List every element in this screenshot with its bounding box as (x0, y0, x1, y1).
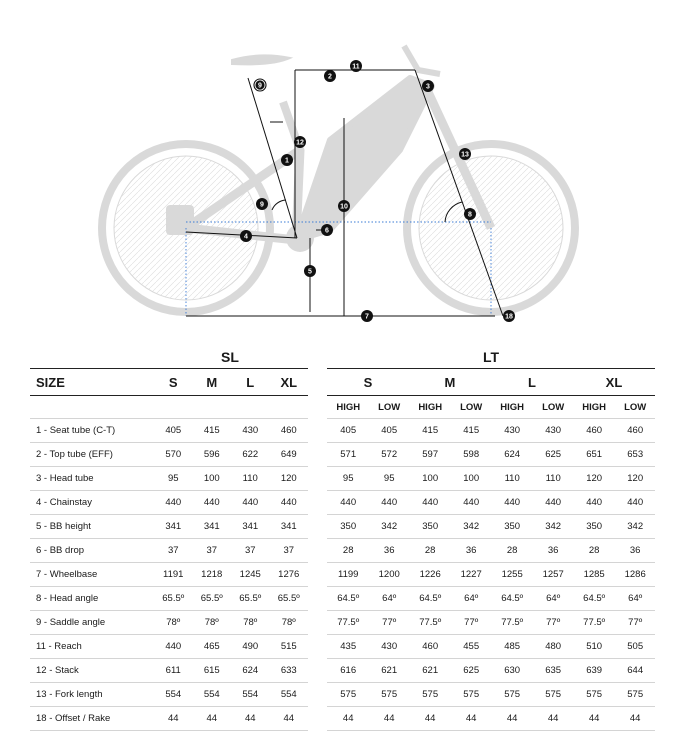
lt-value-cell: 44 (369, 707, 409, 731)
lt-table-row (327, 443, 655, 467)
sl-value-cell: 65.5º (231, 587, 270, 611)
sl-value-cell: 554 (154, 683, 193, 707)
lt-value-cell: 485 (491, 635, 533, 659)
marker-3 (422, 80, 434, 92)
marker-4 (240, 230, 252, 242)
sl-title: SL (221, 349, 239, 365)
sl-value-cell: 65.5º (270, 587, 309, 611)
lt-value-cell: 575 (451, 683, 491, 707)
lt-value-cell: 624 (491, 443, 533, 467)
sl-table-row (30, 683, 308, 707)
lt-value-cell: 440 (369, 491, 409, 515)
sl-value-cell: 1218 (193, 563, 232, 587)
lt-value-cell: 342 (615, 515, 655, 539)
sl-value-cell: 440 (193, 491, 232, 515)
lt-value-cell: 621 (369, 659, 409, 683)
svg-text:5: 5 (308, 268, 312, 276)
marker-12 (294, 136, 306, 148)
sl-value-cell: 44 (270, 707, 309, 731)
lt-geometry-table (327, 368, 655, 731)
lt-value-cell: 77º (451, 611, 491, 635)
lt-value-cell: 440 (573, 491, 615, 515)
lt-value-cell: 575 (327, 683, 369, 707)
svg-text:8: 8 (468, 211, 472, 219)
sl-value-cell: 622 (231, 443, 270, 467)
row-label: 7 - Wheelbase (30, 563, 154, 587)
lt-value-cell: 77.5º (573, 611, 615, 635)
sl-value-cell: 624 (231, 659, 270, 683)
sl-value-cell: 95 (154, 467, 193, 491)
sl-value-cell: 440 (231, 491, 270, 515)
lt-value-cell: 36 (615, 539, 655, 563)
svg-text:9: 9 (258, 82, 262, 90)
lt-value-cell: 64.5º (409, 587, 451, 611)
bike-silhouette (102, 46, 575, 312)
sl-value-cell: 37 (154, 539, 193, 563)
lt-size-m: M (409, 369, 491, 396)
sl-value-cell: 1276 (270, 563, 309, 587)
sl-table-row (30, 467, 308, 491)
lt-value-cell: 342 (369, 515, 409, 539)
svg-text:13: 13 (461, 151, 469, 159)
sl-table-row (30, 659, 308, 683)
lt-value-cell: 100 (409, 467, 451, 491)
sl-value-cell: 78º (193, 611, 232, 635)
lt-value-cell: 44 (491, 707, 533, 731)
sl-size-l: L (231, 369, 270, 396)
lt-table-row (327, 515, 655, 539)
lt-value-cell: 575 (615, 683, 655, 707)
lt-value-cell: 460 (409, 635, 451, 659)
lt-value-cell: 28 (491, 539, 533, 563)
lt-table-row (327, 419, 655, 443)
lt-value-cell: 455 (451, 635, 491, 659)
lt-value-cell: 651 (573, 443, 615, 467)
row-label: 13 - Fork length (30, 683, 154, 707)
lt-value-cell: 64º (451, 587, 491, 611)
lt-value-cell: 440 (451, 491, 491, 515)
lt-table-row (327, 635, 655, 659)
lt-value-cell: 460 (615, 419, 655, 443)
lt-value-cell: 77.5º (491, 611, 533, 635)
lt-value-cell: 1199 (327, 563, 369, 587)
row-label: 18 - Offset / Rake (30, 707, 154, 731)
lt-value-cell: 505 (615, 635, 655, 659)
lt-position-header: HIGH (418, 401, 443, 413)
lt-value-cell: 120 (615, 467, 655, 491)
lt-table-row (327, 659, 655, 683)
lt-table-row (327, 707, 655, 731)
sl-size-m: M (193, 369, 232, 396)
sl-size-s: S (154, 369, 193, 396)
lt-position-header: LOW (624, 401, 647, 413)
sl-value-cell: 515 (270, 635, 309, 659)
sl-value-cell: 1191 (154, 563, 193, 587)
sl-value-cell: 341 (193, 515, 232, 539)
sl-table-row (30, 587, 308, 611)
svg-text:4: 4 (244, 233, 248, 241)
sl-value-cell: 596 (193, 443, 232, 467)
marker-9-bottom (256, 198, 268, 210)
lt-value-cell: 1226 (409, 563, 451, 587)
lt-value-cell: 405 (327, 419, 369, 443)
lt-position-header: HIGH (336, 401, 361, 413)
sl-value-cell: 37 (193, 539, 232, 563)
svg-text:18: 18 (505, 313, 513, 321)
lt-value-cell: 575 (573, 683, 615, 707)
sl-value-cell: 65.5º (154, 587, 193, 611)
marker-5 (304, 265, 316, 277)
lt-value-cell: 1255 (491, 563, 533, 587)
lt-value-cell: 653 (615, 443, 655, 467)
lt-table-row (327, 467, 655, 491)
sl-value-cell: 615 (193, 659, 232, 683)
sl-value-cell: 78º (270, 611, 309, 635)
sl-table-row (30, 539, 308, 563)
lt-value-cell: 36 (533, 539, 573, 563)
sl-value-cell: 440 (154, 635, 193, 659)
marker-7 (361, 310, 373, 322)
marker-6 (321, 224, 333, 236)
lt-value-cell: 36 (451, 539, 491, 563)
sl-value-cell: 554 (270, 683, 309, 707)
sl-value-cell: 554 (231, 683, 270, 707)
sl-value-cell: 430 (231, 419, 270, 443)
lt-value-cell: 64º (369, 587, 409, 611)
sl-table-row (30, 563, 308, 587)
lt-value-cell: 480 (533, 635, 573, 659)
lt-value-cell: 77º (369, 611, 409, 635)
lt-value-cell: 575 (369, 683, 409, 707)
sl-value-cell: 110 (231, 467, 270, 491)
sl-value-cell: 611 (154, 659, 193, 683)
sl-table-row (30, 707, 308, 731)
sl-value-cell: 100 (193, 467, 232, 491)
lt-value-cell: 1286 (615, 563, 655, 587)
lt-table-row (327, 587, 655, 611)
lt-value-cell: 64.5º (327, 587, 369, 611)
sl-value-cell: 1245 (231, 563, 270, 587)
lt-position-header: LOW (378, 401, 401, 413)
lt-value-cell: 44 (573, 707, 615, 731)
lt-value-cell: 342 (451, 515, 491, 539)
lt-value-cell: 625 (533, 443, 573, 467)
lt-value-cell: 621 (409, 659, 451, 683)
lt-value-cell: 110 (491, 467, 533, 491)
sl-value-cell: 633 (270, 659, 309, 683)
lt-table-row (327, 491, 655, 515)
svg-text:2: 2 (328, 73, 332, 81)
lt-value-cell: 350 (491, 515, 533, 539)
lt-value-cell: 571 (327, 443, 369, 467)
row-label: 9 - Saddle angle (30, 611, 154, 635)
row-label: 8 - Head angle (30, 587, 154, 611)
sl-value-cell: 37 (231, 539, 270, 563)
row-label: 11 - Reach (30, 635, 154, 659)
lt-value-cell: 64.5º (491, 587, 533, 611)
sl-value-cell: 37 (270, 539, 309, 563)
lt-value-cell: 616 (327, 659, 369, 683)
lt-value-cell: 120 (573, 467, 615, 491)
lt-value-cell: 64.5º (573, 587, 615, 611)
lt-value-cell: 1200 (369, 563, 409, 587)
lt-value-cell: 430 (369, 635, 409, 659)
marker-10 (338, 200, 350, 212)
lt-value-cell: 44 (533, 707, 573, 731)
lt-value-cell: 597 (409, 443, 451, 467)
lt-value-cell: 77º (533, 611, 573, 635)
sl-value-cell: 65.5º (193, 587, 232, 611)
svg-text:9: 9 (260, 201, 264, 209)
row-label: 5 - BB height (30, 515, 154, 539)
lt-position-header: LOW (460, 401, 483, 413)
lt-value-cell: 460 (573, 419, 615, 443)
svg-text:3: 3 (426, 83, 430, 91)
lt-value-cell: 28 (573, 539, 615, 563)
lt-value-cell: 598 (451, 443, 491, 467)
lt-title: LT (482, 349, 500, 365)
lt-value-cell: 405 (369, 419, 409, 443)
sl-table-row (30, 491, 308, 515)
lt-value-cell: 415 (409, 419, 451, 443)
lt-table-row (327, 683, 655, 707)
lt-value-cell: 28 (327, 539, 369, 563)
saddle (232, 55, 290, 64)
geometry-diagram (0, 0, 679, 335)
lt-value-cell: 110 (533, 467, 573, 491)
marker-11 (350, 60, 362, 72)
sl-geometry-table (30, 368, 308, 731)
svg-text:11: 11 (352, 63, 360, 71)
lt-value-cell: 64º (615, 587, 655, 611)
lt-table-row (327, 611, 655, 635)
row-label: 4 - Chainstay (30, 491, 154, 515)
lt-value-cell: 77º (615, 611, 655, 635)
row-label: 3 - Head tube (30, 467, 154, 491)
lt-value-cell: 430 (533, 419, 573, 443)
sl-value-cell: 465 (193, 635, 232, 659)
lt-value-cell: 64º (533, 587, 573, 611)
lt-position-header: LOW (542, 401, 565, 413)
lt-value-cell: 77.5º (327, 611, 369, 635)
lt-value-cell: 95 (369, 467, 409, 491)
lt-value-cell: 575 (491, 683, 533, 707)
sl-table-row (30, 611, 308, 635)
sl-value-cell: 415 (193, 419, 232, 443)
lt-table-row (327, 563, 655, 587)
lt-value-cell: 95 (327, 467, 369, 491)
lt-value-cell: 100 (451, 467, 491, 491)
lt-value-cell: 440 (491, 491, 533, 515)
lt-value-cell: 1257 (533, 563, 573, 587)
lt-value-cell: 630 (491, 659, 533, 683)
lt-value-cell: 28 (409, 539, 451, 563)
lt-position-header: HIGH (500, 401, 525, 413)
sl-value-cell: 341 (154, 515, 193, 539)
lt-value-cell: 350 (327, 515, 369, 539)
marker-1 (281, 154, 293, 166)
marker-8 (464, 208, 476, 220)
lt-value-cell: 1227 (451, 563, 491, 587)
lt-value-cell: 440 (409, 491, 451, 515)
marker-13 (459, 148, 471, 160)
lt-value-cell: 440 (533, 491, 573, 515)
sl-value-cell: 440 (154, 491, 193, 515)
sl-value-cell: 341 (270, 515, 309, 539)
svg-text:12: 12 (296, 139, 304, 147)
sl-size-xl: XL (270, 369, 309, 396)
marker-2 (324, 70, 336, 82)
marker-9-top (254, 79, 266, 91)
lt-value-cell: 572 (369, 443, 409, 467)
sl-value-cell: 490 (231, 635, 270, 659)
lt-size-xl: XL (573, 369, 655, 396)
size-header: SIZE (30, 369, 154, 396)
sl-value-cell: 440 (270, 491, 309, 515)
lt-value-cell: 625 (451, 659, 491, 683)
svg-text:10: 10 (340, 203, 348, 211)
marker-18 (503, 310, 515, 322)
sl-value-cell: 44 (193, 707, 232, 731)
sl-value-cell: 44 (154, 707, 193, 731)
lt-value-cell: 510 (573, 635, 615, 659)
lt-value-cell: 77.5º (409, 611, 451, 635)
svg-text:7: 7 (365, 313, 369, 321)
lt-value-cell: 415 (451, 419, 491, 443)
sl-value-cell: 78º (231, 611, 270, 635)
row-label: 1 - Seat tube (C-T) (30, 419, 154, 443)
lt-position-header: HIGH (582, 401, 607, 413)
lt-value-cell: 440 (615, 491, 655, 515)
sl-value-cell: 554 (193, 683, 232, 707)
lt-value-cell: 44 (327, 707, 369, 731)
sl-value-cell: 649 (270, 443, 309, 467)
lt-value-cell: 644 (615, 659, 655, 683)
sl-value-cell: 78º (154, 611, 193, 635)
row-label: 12 - Stack (30, 659, 154, 683)
lt-value-cell: 575 (409, 683, 451, 707)
sl-value-cell: 460 (270, 419, 309, 443)
lt-value-cell: 36 (369, 539, 409, 563)
svg-text:1: 1 (285, 157, 289, 165)
sl-value-cell: 405 (154, 419, 193, 443)
lt-value-cell: 635 (533, 659, 573, 683)
lt-size-l: L (491, 369, 573, 396)
lt-value-cell: 350 (573, 515, 615, 539)
lt-value-cell: 440 (327, 491, 369, 515)
lt-value-cell: 575 (533, 683, 573, 707)
sl-table-row (30, 443, 308, 467)
sl-value-cell: 120 (270, 467, 309, 491)
row-label: 2 - Top tube (EFF) (30, 443, 154, 467)
lt-value-cell: 1285 (573, 563, 615, 587)
sl-table-row (30, 419, 308, 443)
lt-value-cell: 44 (615, 707, 655, 731)
sl-value-cell: 341 (231, 515, 270, 539)
lt-table-row (327, 539, 655, 563)
lt-value-cell: 435 (327, 635, 369, 659)
lt-value-cell: 639 (573, 659, 615, 683)
sl-table-row (30, 635, 308, 659)
row-label: 6 - BB drop (30, 539, 154, 563)
sl-value-cell: 570 (154, 443, 193, 467)
lt-value-cell: 350 (409, 515, 451, 539)
lt-value-cell: 342 (533, 515, 573, 539)
sl-value-cell: 44 (231, 707, 270, 731)
lt-value-cell: 44 (409, 707, 451, 731)
lt-size-s: S (327, 369, 409, 396)
svg-text:6: 6 (325, 227, 329, 235)
lt-value-cell: 44 (451, 707, 491, 731)
sl-table-row (30, 515, 308, 539)
lt-value-cell: 430 (491, 419, 533, 443)
